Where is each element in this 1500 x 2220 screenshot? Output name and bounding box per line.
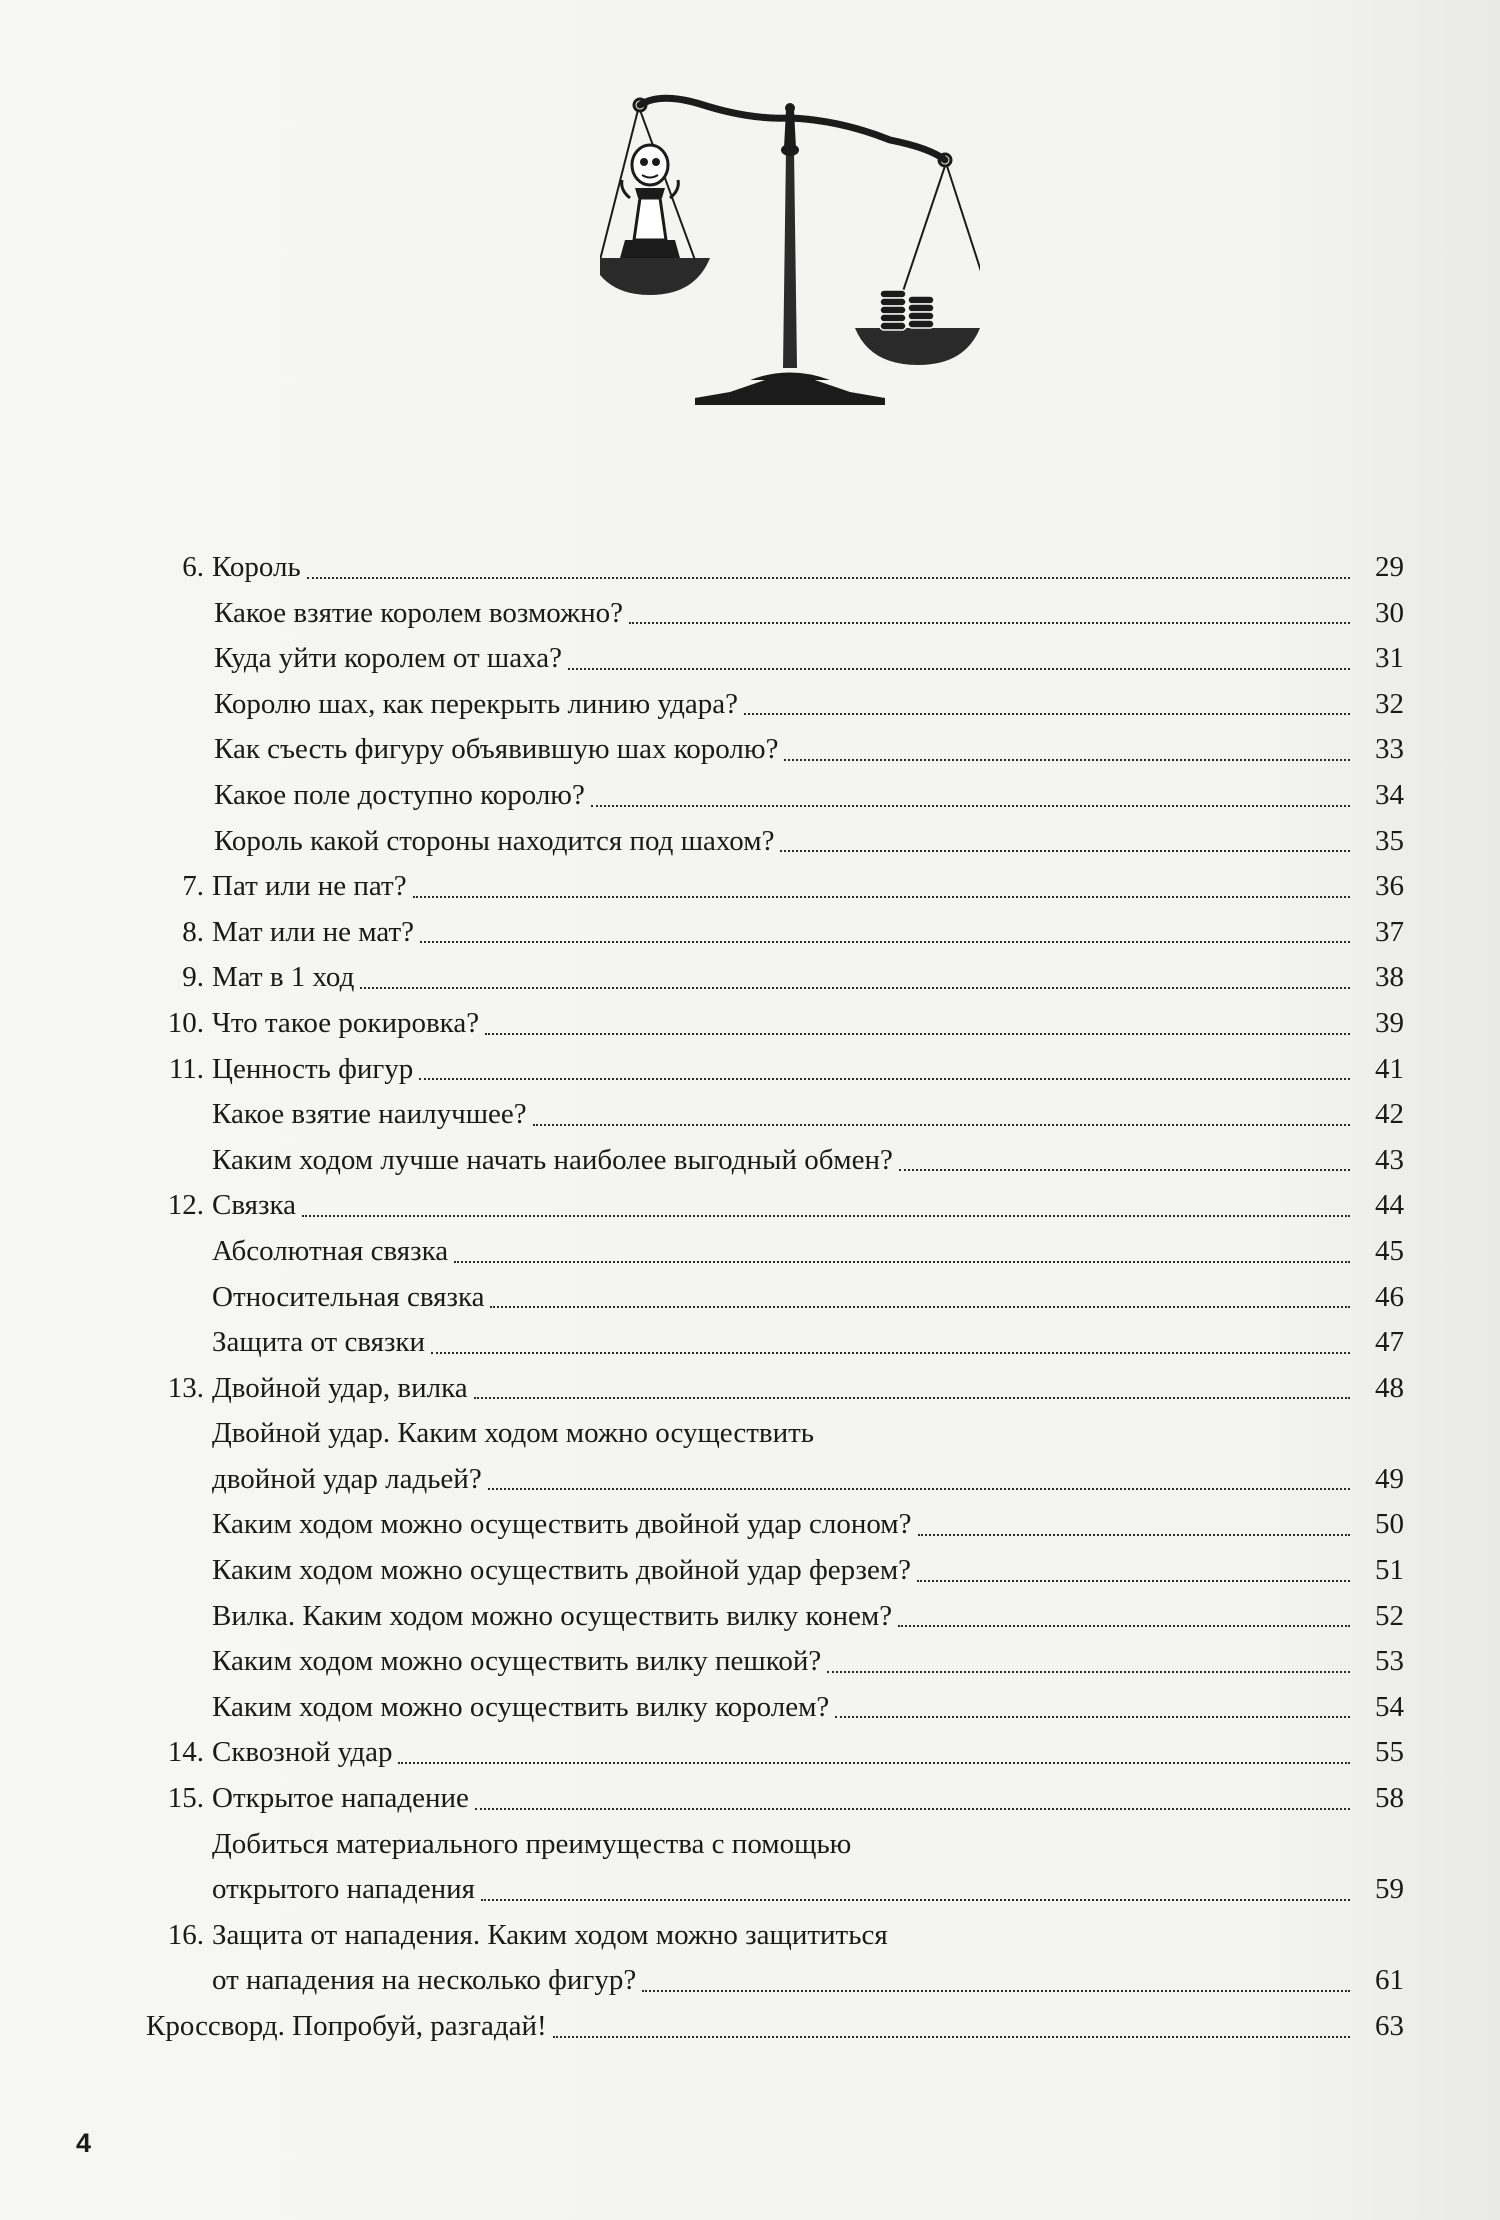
toc-entry-page: 48	[1375, 1371, 1404, 1404]
dot-leader	[488, 1488, 1350, 1490]
toc-entry-number: 9.	[182, 961, 204, 994]
toc-entry-number: 8.	[182, 915, 204, 948]
toc-entry-title: Двойной удар, вилка	[212, 1371, 468, 1404]
toc-entry-title: от нападения на несколько фигур?	[212, 1964, 637, 1997]
toc-entry-page: 47	[1375, 1326, 1404, 1359]
toc-entry-title: Король какой стороны находится под шахом?	[214, 824, 775, 857]
toc-entry	[146, 2004, 1404, 2050]
dot-leader	[533, 1124, 1350, 1126]
dot-leader	[835, 1716, 1350, 1718]
toc-entry-title: Что такое рокировка?	[212, 1006, 480, 1039]
toc-entry	[146, 1138, 1404, 1184]
scales-illustration	[600, 80, 980, 420]
dot-leader	[744, 713, 1350, 715]
toc-entry	[146, 1047, 1404, 1093]
toc-entry	[146, 1639, 1404, 1685]
toc-entry-page: 59	[1375, 1873, 1404, 1906]
dot-leader	[827, 1671, 1350, 1673]
toc-entry-page: 32	[1375, 687, 1404, 720]
toc-entry	[146, 1183, 1404, 1229]
toc-entry-page: 29	[1375, 551, 1404, 583]
toc-entry-number: 6.	[182, 551, 204, 583]
dot-leader	[419, 1078, 1350, 1080]
toc-entry-title: Сквозной удар	[212, 1736, 393, 1769]
toc-entry-page: 37	[1375, 915, 1404, 948]
toc-entry-title: Какое поле доступно королю?	[214, 778, 585, 811]
toc-entry	[146, 1457, 1404, 1503]
toc-entry	[146, 1822, 1404, 1868]
toc-entry	[146, 1867, 1404, 1913]
toc-entry-page: 50	[1375, 1508, 1404, 1541]
toc-entry-number: 15.	[167, 1782, 204, 1815]
toc-entry	[146, 591, 1404, 637]
toc-entry-page: 63	[1375, 2010, 1404, 2042]
toc-entry	[146, 1366, 1404, 1412]
toc-entry-page: 49	[1375, 1462, 1404, 1495]
toc-entry-title: Ценность фигур	[212, 1052, 414, 1085]
toc-entry	[146, 1685, 1404, 1731]
dot-leader	[454, 1261, 1350, 1263]
toc-entry-title: Мат в 1 ход	[212, 961, 355, 994]
dot-leader	[481, 1899, 1350, 1901]
toc-entry-page: 45	[1375, 1234, 1404, 1267]
toc-entry-number: 7.	[182, 870, 204, 903]
toc-entry	[146, 1411, 1404, 1457]
dot-leader	[899, 1169, 1350, 1171]
dot-leader	[568, 668, 1350, 670]
toc-entry-page: 43	[1375, 1143, 1404, 1176]
toc-entry	[146, 682, 1404, 728]
toc-entry-page: 46	[1375, 1280, 1404, 1313]
toc-entry-title: Какое взятие королем возможно?	[214, 596, 624, 629]
toc-entry	[146, 1229, 1404, 1275]
toc-entry-title: Каким ходом можно осуществить вилку королем?	[212, 1690, 830, 1723]
dot-leader	[307, 577, 1350, 579]
toc-entry-number: 11.	[168, 1052, 204, 1085]
toc-entry-page: 31	[1375, 642, 1404, 675]
toc-entry	[146, 1275, 1404, 1321]
toc-entry	[146, 636, 1404, 682]
toc-entry	[146, 1913, 1404, 1959]
toc-entry-page: 44	[1375, 1189, 1404, 1222]
toc-entry-page: 53	[1375, 1645, 1404, 1678]
toc-entry-title: Как съесть фигуру объявившую шах королю?	[214, 733, 779, 766]
dot-leader	[784, 759, 1350, 761]
toc-entry	[146, 1958, 1404, 2004]
toc-entry	[146, 910, 1404, 956]
toc-entry-page: 41	[1375, 1052, 1404, 1085]
toc-entry-title: Абсолютная связка	[212, 1234, 449, 1267]
toc-entry-number: 14.	[167, 1736, 204, 1769]
dot-leader	[642, 1990, 1350, 1992]
dot-leader	[302, 1215, 1350, 1217]
toc-entry-title: Защита от нападения. Каким ходом можно защититься	[212, 1918, 888, 1951]
toc-entry-page: 34	[1375, 778, 1404, 811]
dot-leader	[431, 1352, 1350, 1354]
dot-leader	[475, 1808, 1350, 1810]
toc-entry-title: Король	[212, 551, 301, 583]
toc-entry	[146, 773, 1404, 819]
toc-entry-page: 33	[1375, 733, 1404, 766]
dot-leader	[553, 2036, 1350, 2038]
dot-leader	[780, 850, 1350, 852]
toc-entry-title: Открытое нападение	[212, 1782, 469, 1815]
toc-entry-page: 36	[1375, 870, 1404, 903]
table-of-contents	[146, 545, 1404, 2050]
toc-entry-title: Королю шах, как перекрыть линию удара?	[214, 687, 738, 720]
toc-entry	[146, 1730, 1404, 1776]
toc-entry-title: Двойной удар. Каким ходом можно осуществить	[212, 1417, 815, 1450]
toc-entry-title: Каким ходом можно осуществить двойной удар ферзем?	[212, 1554, 912, 1587]
toc-entry-title: Мат или не мат?	[212, 915, 415, 948]
toc-entry-title: Какое взятие наилучшее?	[212, 1098, 527, 1131]
toc-entry-number: 13.	[167, 1371, 204, 1404]
toc-entry-page: 38	[1375, 961, 1404, 994]
toc-entry-title: Куда уйти королем от шаха?	[214, 642, 562, 675]
toc-entry	[146, 1594, 1404, 1640]
toc-entry-number: 16.	[167, 1918, 204, 1951]
toc-entry	[146, 1548, 1404, 1594]
dot-leader	[398, 1762, 1350, 1764]
toc-entry-page: 55	[1375, 1736, 1404, 1769]
toc-entry-title: Каким ходом лучше начать наиболее выгодный обмен?	[212, 1143, 893, 1176]
toc-entry	[146, 1776, 1404, 1822]
toc-entry-title: Каким ходом можно осуществить вилку пешкой?	[212, 1645, 822, 1678]
dot-leader	[591, 805, 1350, 807]
toc-entry-title: Относительная связка	[212, 1280, 485, 1313]
toc-entry	[146, 545, 1404, 591]
toc-entry-title: Защита от связки	[212, 1326, 426, 1359]
toc-entry	[146, 1092, 1404, 1138]
dot-leader	[360, 987, 1350, 989]
toc-entry	[146, 1502, 1404, 1548]
toc-entry-page: 35	[1375, 824, 1404, 857]
dot-leader	[918, 1534, 1350, 1536]
toc-entry-title: Кроссворд. Попробуй, разгадай!	[146, 2010, 547, 2042]
toc-entry-page: 30	[1375, 596, 1404, 629]
toc-entry-page: 39	[1375, 1006, 1404, 1039]
toc-entry-title: Связка	[212, 1189, 296, 1222]
dot-leader	[490, 1306, 1350, 1308]
toc-entry-title: Пат или не пат?	[212, 870, 407, 903]
toc-entry	[146, 727, 1404, 773]
toc-entry	[146, 819, 1404, 865]
toc-entry-title: двойной удар ладьей?	[212, 1462, 482, 1495]
toc-entry-title: Каким ходом можно осуществить двойной удар слоном?	[212, 1508, 912, 1541]
toc-entry	[146, 955, 1404, 1001]
dot-leader	[485, 1033, 1350, 1035]
toc-entry-number: 12.	[167, 1189, 204, 1222]
toc-entry-page: 58	[1375, 1782, 1404, 1815]
toc-entry-title: открытого нападения	[212, 1873, 475, 1906]
toc-entry	[146, 1001, 1404, 1047]
toc-entry	[146, 864, 1404, 910]
toc-entry-title: Вилка. Каким ходом можно осуществить вилку конем?	[212, 1599, 893, 1632]
dot-leader	[474, 1397, 1350, 1399]
toc-entry-page: 42	[1375, 1098, 1404, 1131]
dot-leader	[413, 896, 1350, 898]
toc-entry	[146, 1320, 1404, 1366]
toc-entry-page: 61	[1375, 1964, 1404, 1997]
dot-leader	[420, 941, 1350, 943]
dot-leader	[917, 1580, 1350, 1582]
toc-entry-page: 51	[1375, 1554, 1404, 1587]
toc-entry-title: Добиться материального преимущества с помощью	[212, 1827, 852, 1860]
dot-leader	[629, 622, 1350, 624]
toc-entry-number: 10.	[167, 1006, 204, 1039]
dot-leader	[898, 1625, 1350, 1627]
page-number: 4	[76, 2128, 92, 2158]
toc-entry-page: 54	[1375, 1690, 1404, 1723]
toc-entry-page: 52	[1375, 1599, 1404, 1632]
